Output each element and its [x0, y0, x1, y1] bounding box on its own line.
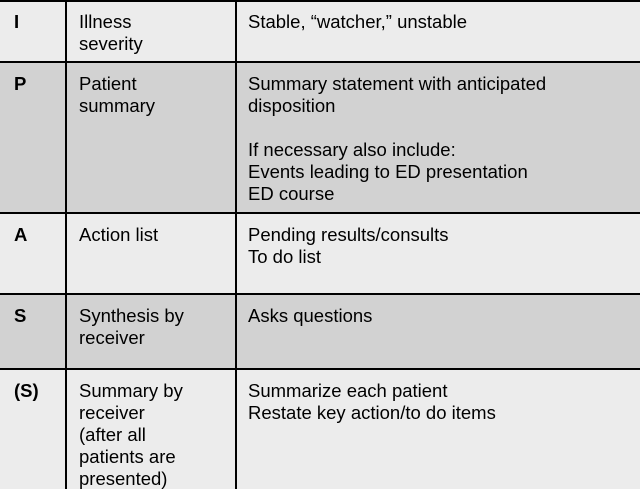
- row-label: Action list: [79, 224, 159, 245]
- row-description: Pending results/consults To do list: [248, 224, 449, 267]
- row-letter: A: [14, 224, 28, 245]
- row-label: Summary by receiver (after all patients are presented): [79, 380, 183, 489]
- table-row-summary-by-receiver: [0, 369, 640, 489]
- table-row-synthesis: [0, 294, 640, 369]
- row-description: Stable, “watcher,” unstable: [248, 11, 468, 32]
- table-row-action-list: [0, 213, 640, 294]
- row-letter: P: [14, 73, 27, 94]
- row-letter: I: [14, 11, 20, 32]
- row-description: Summarize each patient Restate key action/to do items: [248, 380, 496, 423]
- row-description: Summary statement with anticipated disposition If necessary also include: Events leading to ED presentation ED course: [248, 73, 547, 204]
- row-letter: (S): [14, 380, 39, 401]
- row-label: Patient summary: [79, 73, 156, 116]
- column-divider: [65, 0, 67, 489]
- table-row-patient-summary: [0, 62, 640, 213]
- row-divider: [0, 368, 640, 370]
- row-divider: [0, 293, 640, 295]
- row-divider: [0, 61, 640, 63]
- row-divider: [0, 0, 640, 2]
- row-divider: [0, 212, 640, 214]
- row-description: Asks questions: [248, 305, 373, 326]
- row-label: Illness severity: [79, 11, 143, 54]
- table-row-illness-severity: [0, 0, 640, 62]
- row-label: Synthesis by receiver: [79, 305, 184, 348]
- column-divider: [235, 0, 237, 489]
- row-letter: S: [14, 305, 27, 326]
